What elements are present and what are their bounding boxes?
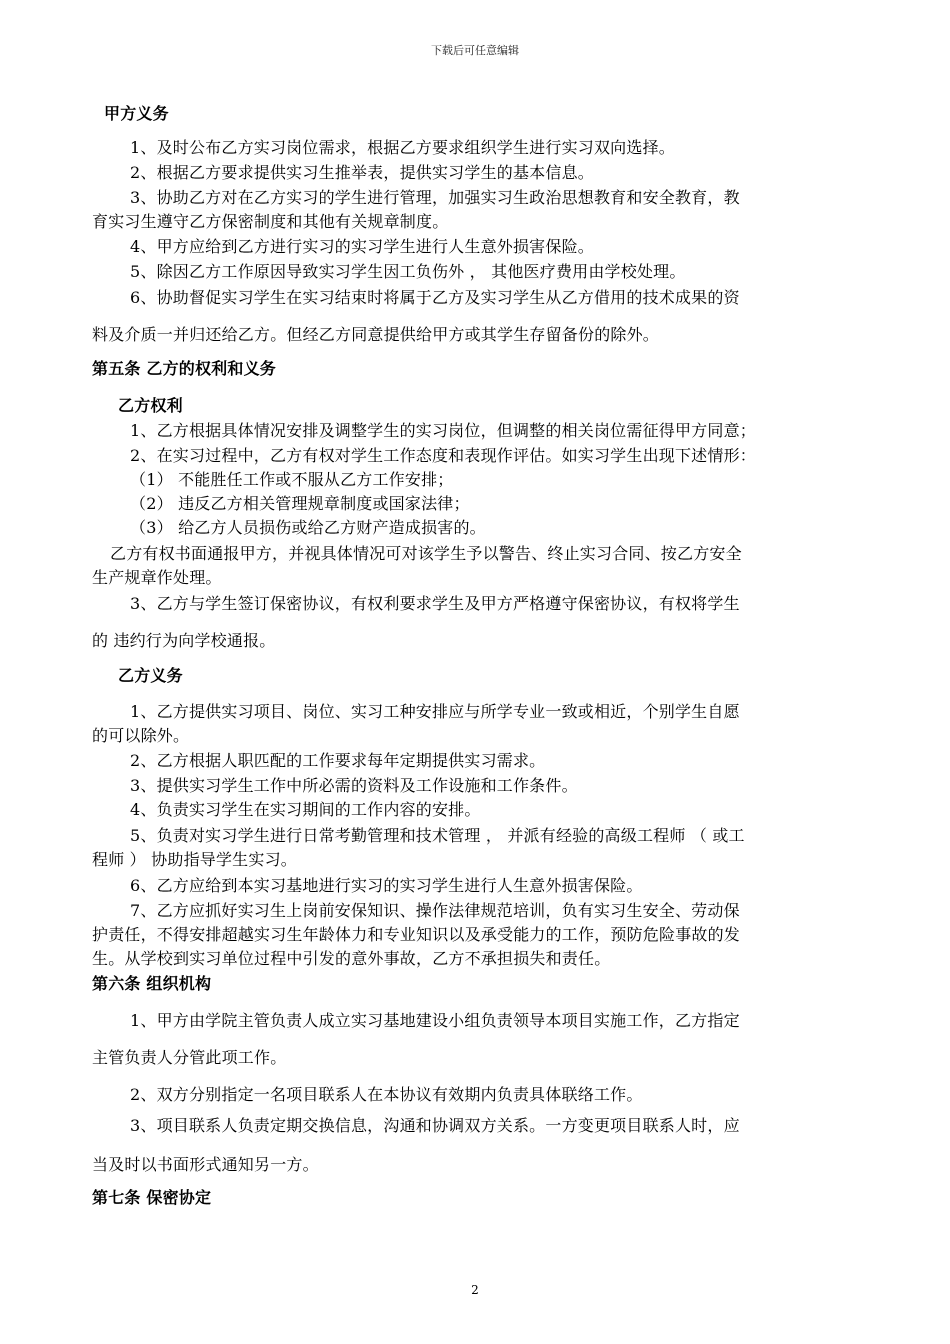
paragraph-line: 2、双方分别指定一名项目联系人在本协议有效期内负责具体联络工作。 xyxy=(130,1085,643,1104)
section-heading: 第五条 乙方的权利和义务 xyxy=(92,359,276,378)
paragraph-line: 7、乙方应抓好实习生上岗前安保知识、操作法律规范培训，负有实习生安全、劳动保 xyxy=(130,901,740,920)
section-heading: 第七条 保密协定 xyxy=(92,1188,212,1207)
paragraph-line: （1） 不能胜任工作或不服从乙方工作安排； xyxy=(130,470,454,489)
paragraph-line: 2、乙方根据人职匹配的工作要求每年定期提供实习需求。 xyxy=(130,751,546,770)
paragraph-line: 3、乙方与学生签订保密协议，有权利要求学生及甲方严格遵守保密协议，有权将学生 xyxy=(130,594,740,613)
paragraph-line: 当及时以书面形式通知另一方。 xyxy=(92,1155,319,1174)
page-number: 2 xyxy=(471,1283,479,1297)
page-header: 下载后可任意编辑 xyxy=(431,44,519,57)
paragraph-line: 3、提供实习学生工作中所必需的资料及工作设施和工作条件。 xyxy=(130,776,578,795)
paragraph-line: 4、甲方应给到乙方进行实习的实习学生进行人生意外损害保险。 xyxy=(130,237,594,256)
paragraph-line: 的可以除外。 xyxy=(92,726,190,745)
paragraph-line: 1、乙方提供实习项目、岗位、实习工种安排应与所学专业一致或相近，个别学生自愿 xyxy=(130,702,740,721)
paragraph-line: 乙方有权书面通报甲方，并视具体情况可对该学生予以警告、终止实习合同、按乙方安全 xyxy=(110,544,742,563)
paragraph-line: 育实习生遵守乙方保密制度和其他有关规章制度。 xyxy=(92,212,449,231)
paragraph-line: 护责任，不得安排超越实习生年龄体力和专业知识以及承受能力的工作，预防危险事故的发 xyxy=(92,925,741,944)
section-heading: 乙方权利 xyxy=(118,396,183,415)
paragraph-line: 程师 ） 协助指导学生实习。 xyxy=(92,850,297,869)
paragraph-line: 5、除因乙方工作原因导致实习学生因工负伤外 ， 其他医疗费用由学校处理。 xyxy=(130,262,686,281)
paragraph-line: 主管负责人分管此项工作。 xyxy=(92,1048,287,1067)
paragraph-line: 的 违约行为向学校通报。 xyxy=(92,631,276,650)
paragraph-line: 6、乙方应给到本实习基地进行实习的实习学生进行人生意外损害保险。 xyxy=(130,876,643,895)
paragraph-line: 3、项目联系人负责定期交换信息，沟通和协调双方关系。一方变更项目联系人时，应 xyxy=(130,1116,740,1135)
paragraph-line: 1、及时公布乙方实习岗位需求，根据乙方要求组织学生进行实习双向选择。 xyxy=(130,138,675,157)
paragraph-line: 料及介质一并归还给乙方。但经乙方同意提供给甲方或其学生存留备份的除外。 xyxy=(92,325,660,344)
paragraph-line: （2） 违反乙方相关管理规章制度或国家法律； xyxy=(130,494,470,513)
paragraph-line: 1、甲方由学院主管负责人成立实习基地建设小组负责领导本项目实施工作，乙方指定 xyxy=(130,1011,740,1030)
section-heading: 第六条 组织机构 xyxy=(92,974,212,993)
paragraph-line: 4、负责实习学生在实习期间的工作内容的安排。 xyxy=(130,800,481,819)
paragraph-line: 6、协助督促实习学生在实习结束时将属于乙方及实习学生从乙方借用的技术成果的资 xyxy=(130,288,740,307)
paragraph-line: （3） 给乙方人员损伤或给乙方财产造成损害的。 xyxy=(130,518,486,537)
paragraph-line: 5、负责对实习学生进行日常考勤管理和技术管理 ， 并派有经验的高级工程师 （ 或工 xyxy=(130,826,745,845)
paragraph-line: 生。从学校到实习单位过程中引发的意外事故，乙方不承担损失和责任。 xyxy=(92,949,611,968)
paragraph-line: 3、协助乙方对在乙方实习的学生进行管理，加强实习生政治思想教育和安全教育，教 xyxy=(130,188,740,207)
section-heading: 乙方义务 xyxy=(118,666,183,685)
paragraph-line: 2、根据乙方要求提供实习生推举表，提供实习学生的基本信息。 xyxy=(130,163,594,182)
paragraph-line: 2、在实习过程中，乙方有权对学生工作态度和表现作评估。如实习学生出现下述情形： xyxy=(130,446,756,465)
section-heading: 甲方义务 xyxy=(104,104,169,123)
paragraph-line: 1、乙方根据具体情况安排及调整学生的实习岗位，但调整的相关岗位需征得甲方同意； xyxy=(130,421,756,440)
paragraph-line: 生产规章作处理。 xyxy=(92,568,222,587)
